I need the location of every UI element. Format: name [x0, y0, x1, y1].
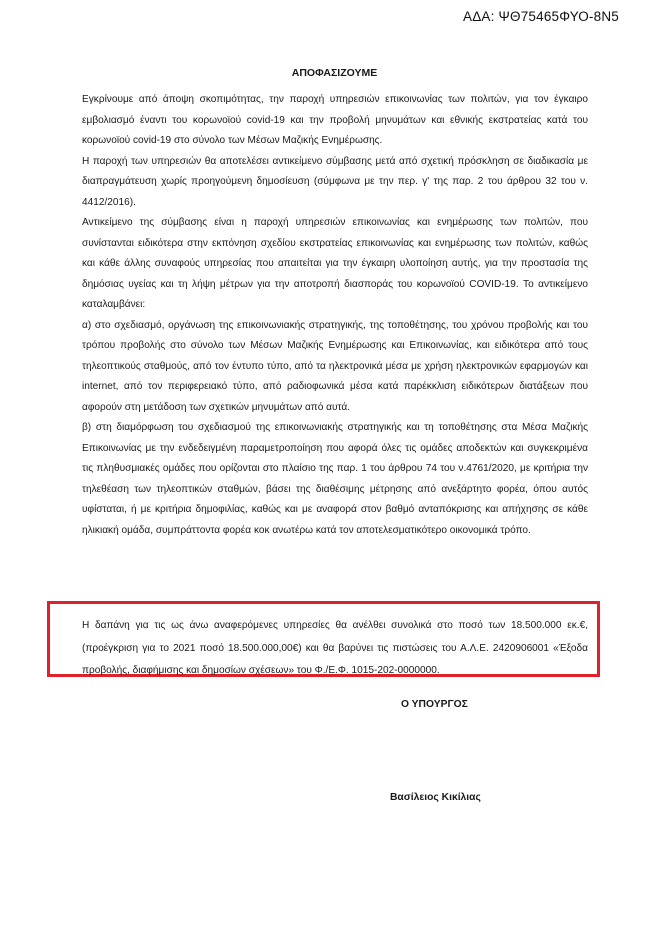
paragraph-procedure: Η παροχή των υπηρεσιών θα αποτελέσει αντικείμενο σύμβασης μετά από σχετική πρόσκληση σε διαδικασία με διαπραγμάτευση χωρίς προηγούμενη δημοσίευση (σύμφωνα με την περ. γ' της παρ. 2 του άρθρου 32 του ν. 4412/2016).	[82, 155, 588, 208]
paragraph-item-a: α) στο σχεδιασμό, οργάνωση της επικοινωνιακής στρατηγικής, της τοποθέτησης, του χρόνου προβολής και του τρόπου προβολής στο σύνολο των Μέσων Μαζικής Ενημέρωσης και Επικοινωνίας, και ειδικότερα από τους τηλεοπτικούς σταθμούς, από τον έντυπο τύπο, από τα ηλεκτρονικά μέσα με χρήση ηλεκτρονικών εφαρμογών και internet, από τον περιφερειακό τύπο, από ραδιοφωνικά μέσα κατά παρέκκλιση ειδικότερων διατάξεων που αφορούν στη μετάδοση των σχετικών μηνυμάτων από αυτά.	[82, 319, 588, 413]
decision-heading: ΑΠΟΦΑΣΙΖΟΥΜΕ	[291, 67, 378, 79]
paragraph-approval: Εγκρίνουμε από άποψη σκοπιμότητας, την παροχή υπηρεσιών επικοινωνίας των πολιτών, για τον έγκαιρο εμβολιασμό έναντι του κορωνοϊού covid-19 και την προβολή μηνυμάτων και εθνικής εκστρατείας κατά του κορωνοϊού covid-19 στο σύνολο των Μέσων Μαζικής Ενημέρωσης.	[82, 94, 588, 146]
decision-body	[82, 90, 588, 541]
ada-code: ΑΔΑ: ΨΘ75465ΦΥΟ-8Ν5	[463, 9, 619, 24]
paragraph-item-b: β) στη διαμόρφωση του σχεδιασμού της επικοινωνιακής στρατηγικής και τη τοποθέτησης στα Μέσα Μαζικής Επικοινωνίας με την ενδεδειγμένη παραμετροποίηση που αφορά όλες τις ομάδες αποδεκτών και συγκεκριμένα τις πληθυσμιακές ομάδες που ορίζονται στο πλαίσιο της παρ. 1 του άρθρου 74 του ν.4761/2020, με κριτήρια την τηλεθέαση των τηλεοπτικών σταθμών, βάσει της διαθέσιμης μέτρησης από ανεξάρτητο φορέα, όπου αυτός υφίσταται, ή με κριτήρια δημοφιλίας, καθώς και με αναφορά στον βαθμό ανταπόκρισης και απήχησης σε κάθε ηλικιακή ομάδα, συμπράττοντα φορέα κοκ ανωτέρω κατά τον αποτελεσματικότερο οικονομικά τρόπο.	[82, 422, 588, 536]
paragraph-subject: Αντικείμενο της σύμβασης είναι η παροχή υπηρεσιών επικοινωνίας και ενημέρωσης των πολιτών, που συνίστανται ειδικότερα στην εκπόνηση σχεδίου εκστρατείας επικοινωνίας και ενημέρωσης των πολιτών, καθώς και κάθε άλλης συναφούς υπηρεσίας που απαιτείται για την έγκαιρη υλοποίηση αυτής, για την προστασία της δημόσιας υγείας και τη λήψη μέτρων για την αποτροπή διασποράς του κορωνοϊού COVID-19. Το αντικείμενο καταλαμβάνει:	[82, 217, 588, 310]
signature-title: Ο ΥΠΟΥΡΓΟΣ	[401, 699, 468, 710]
paragraph-cost: Η δαπάνη για τις ως άνω αναφερόμενες υπηρεσίες θα ανέλθει συνολικά στο ποσό των 18.500.000 εκ.€, (προέγκριση για το 2021 ποσό 18.500.000,00€) και θα βαρύνει τις πιστώσεις του Α.Λ.Ε. 2420906001 «Έξοδα προβολής, διαφήμισης και δημοσίων σχέσεων» του Φ./Ε.Φ. 1015-202-0000000.	[82, 620, 588, 677]
signature-name: Βασίλειος Κικίλιας	[390, 792, 481, 803]
